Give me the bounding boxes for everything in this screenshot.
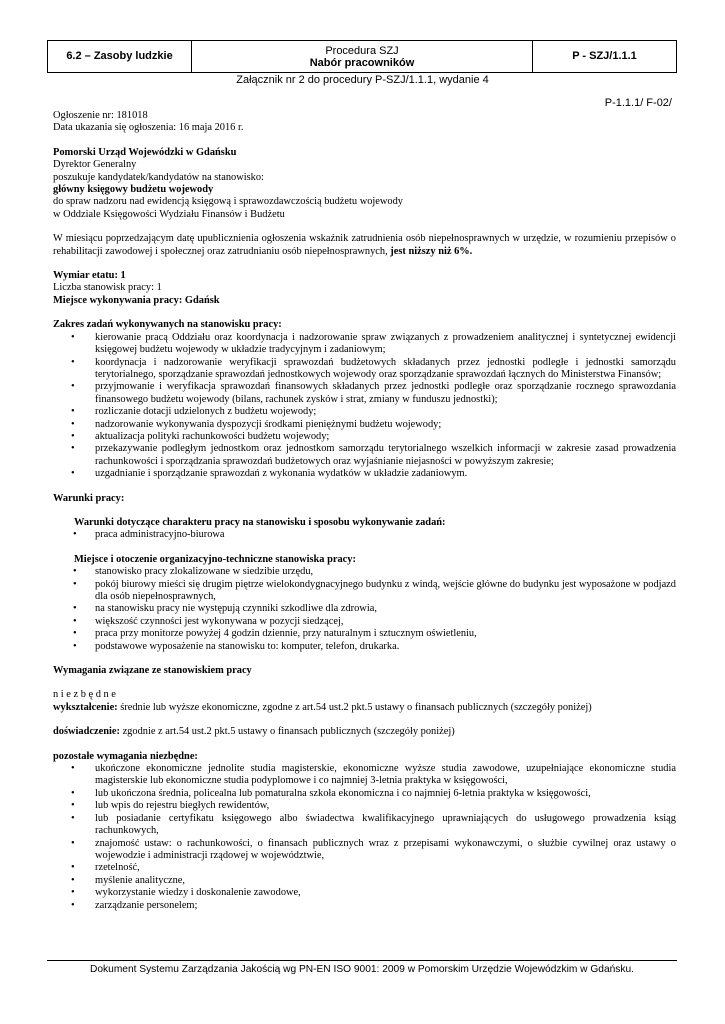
list-item: • koordynacja i nadzorowanie weryfikacji sprawozdań budżetowych składanych przez jednostki podległe i jednostki samorządu terytorialnego, sporządzanie sprawozdań jednostkowych wojewody oraz sporządzanie sprawozdań łącznych do Ministerstwa Finansów; xyxy=(53,357,676,382)
header-procedure-line2: Nabór pracowników xyxy=(309,56,415,69)
list-item: • wykorzystanie wiedzy i doskonalenie zawodowe, xyxy=(53,887,676,899)
list-item: • większość czynności jest wykonywana w pozycji siedzącej, xyxy=(53,616,676,628)
conditions-environment-list xyxy=(53,566,676,653)
list-item: • aktualizacja polityki rachunkowości budżetu wojewody; xyxy=(53,431,676,443)
conditions-character-heading: Warunki dotyczące charakteru pracy na stanowisku i sposobu wykonywanie zadań: xyxy=(74,516,446,528)
employer-head: Dyrektor Generalny xyxy=(53,159,137,171)
list-item: • na stanowisku pracy nie występują czynniki szkodliwe dla zdrowia, xyxy=(53,603,676,615)
header-procedure xyxy=(192,41,533,72)
job-fte: Wymiar etatu: 1 xyxy=(53,270,126,282)
list-item: • lub wpis do rejestru biegłych rewidentów, xyxy=(53,800,676,812)
employer-seeks: poszukuje kandydatek/kandydatów na stanowisko: xyxy=(53,171,264,183)
job-place: Miejsce wykonywania pracy: Gdańsk xyxy=(53,294,220,306)
position-department: w Oddziale Księgowości Wydziału Finansów i Budżetu xyxy=(53,208,285,220)
list-item: • myślenie analityczne, xyxy=(53,875,676,887)
duties-heading: Zakres zadań wykonywanych na stanowisku pracy: xyxy=(53,319,282,331)
requirements-other-list xyxy=(53,763,676,912)
document-header-table xyxy=(47,40,677,73)
requirements-heading: Wymagania związane ze stanowiskiem pracy xyxy=(53,665,252,677)
list-item: • uzgadnianie i sporządzanie sprawozdań z wykonania wydatków w układzie zadaniowym. xyxy=(53,468,676,480)
disability-note: W miesiącu poprzedzającym datę upublicznienia ogłoszenia wskaźnik zatrudnienia osób niepełnosprawnych w urzędzie, w rozumieniu przepisów o rehabilitacji zawodowej i społecznej oraz zatrudnianiu osób niepełnosprawnych, jest niższy niż 6%. xyxy=(53,233,676,257)
header-section: 6.2 – Zasoby ludzkie xyxy=(48,41,192,72)
requirements-necessary-label: n i e z b ę d n e xyxy=(53,689,116,701)
list-item: • przekazywanie podległym jednostkom oraz jednostkom samorządu terytorialnego wszelkich informacji w zakresie zasad prowadzenia rachunkowości i sporządzania sprawozdań budżetowych oraz wyjaśnianie niejasności w powyższym zakresie; xyxy=(53,443,676,468)
list-item: • przyjmowanie i weryfikacja sprawozdań finansowych składanych przez jednostki podległe oraz sporządzanie rocznego sprawozdania finansowego budżetu wojewody (bilans, rachunek zysków i strat, zmiany w funduszu jednostki); xyxy=(53,381,676,406)
position-description: do spraw nadzoru nad ewidencją księgową i sprawozdawczością budżetu wojewody xyxy=(53,196,403,208)
requirements-other-heading: pozostałe wymagania niezbędne: xyxy=(53,750,198,762)
list-item: • kierowanie pracą Oddziału oraz koordynacja i nadzorowanie spraw związanych z prowadzeniem analitycznej i syntetycznej ewidencji księgowej budżetu wojewody w układzie tradycyjnym i zadaniowym; xyxy=(53,332,676,357)
list-item: • praca przy monitorze powyżej 4 godzin dziennie, przy naturalnym i sztucznym oświetleniu, xyxy=(53,628,676,640)
list-item: • zarządzanie personelem; xyxy=(53,900,676,912)
list-item: • rzetelność, xyxy=(53,862,676,874)
list-item: • praca administracyjno-biurowa xyxy=(53,529,676,541)
form-reference: P-1.1.1/ F-02/ xyxy=(604,97,672,109)
list-item: • ukończone ekonomiczne jednolite studia magisterskie, ekonomiczne wyższe studia zawodowe, uzupełniające ekonomiczne studia magisterskie lub ekonomiczne studia podyplomowe i co najmniej 3-letnia praktyka w księgowości, xyxy=(53,763,676,788)
notice-number: Ogłoszenie nr: 181018 xyxy=(53,110,148,121)
list-item: • lub posiadanie certyfikatu księgowego albo świadectwa kwalifikacyjnego uprawniających do usługowego prowadzenia ksiąg rachunkowych, xyxy=(53,813,676,838)
list-item: • lub ukończona średnia, policealna lub pomaturalna szkoła ekonomiczna i co najmniej 6-letnia praktyka w księgowości, xyxy=(53,788,676,800)
position-title: główny księgowy budżetu wojewody xyxy=(53,184,214,196)
notice-date: Data ukazania się ogłoszenia: 16 maja 2016 r. xyxy=(53,122,244,134)
header-code: P - SZJ/1.1.1 xyxy=(572,50,637,63)
duties-list xyxy=(53,332,676,481)
list-item: • stanowisko pracy zlokalizowane w siedzibie urzędu, xyxy=(53,566,676,578)
list-item: • znajomość ustaw: o rachunkowości, o finansach publicznych wraz z przepisami wykonawczymi, o służbie cywilnej oraz ustawy o wojewodzie i administracji rządowej w województwie, xyxy=(53,838,676,863)
conditions-environment-heading: Miejsce i otoczenie organizacyjno-techniczne stanowiska pracy: xyxy=(74,553,356,565)
document-body xyxy=(53,110,676,912)
list-item: • nadzorowanie wykonywania dyspozycji środkami pieniężnymi budżetu wojewody; xyxy=(53,419,676,431)
list-item: • rozliczanie dotacji udzielonych z budżetu wojewody; xyxy=(53,406,676,418)
employer-name: Pomorski Urząd Wojewódzki w Gdańsku xyxy=(53,146,237,158)
document-footer: Dokument Systemu Zarządzania Jakością wg PN-EN ISO 9001: 2009 w Pomorskim Urzędzie Wojewódzkim w Gdańsku. xyxy=(47,960,677,976)
conditions-heading: Warunki pracy: xyxy=(53,492,125,504)
requirements-experience: doświadczenie: zgodnie z art.54 ust.2 pkt.5 ustawy o finansach publicznych (szczegóły poniżej) xyxy=(53,726,455,738)
job-positions: Liczba stanowisk pracy: 1 xyxy=(53,282,162,294)
requirements-education: wykształcenie: średnie lub wyższe ekonomiczne, zgodne z art.54 ust.2 pkt.5 ustawy o finansach publicznych (szczegóły poniżej) xyxy=(53,701,592,713)
header-procedure-line1: Procedura SZJ xyxy=(325,44,399,57)
list-item: • podstawowe wyposażenie na stanowisku to: komputer, telefon, drukarka. xyxy=(53,641,676,653)
list-item: • pokój biurowy mieści się drugim piętrze wielokondygnacyjnego budynku z windą, wejście główne do budynku jest wyposażone w podjazd dla osób niepełnosprawnych, xyxy=(53,579,676,604)
conditions-character-list xyxy=(53,529,676,541)
attachment-subtitle: Załącznik nr 2 do procedury P-SZJ/1.1.1, wydanie 4 xyxy=(236,74,489,86)
